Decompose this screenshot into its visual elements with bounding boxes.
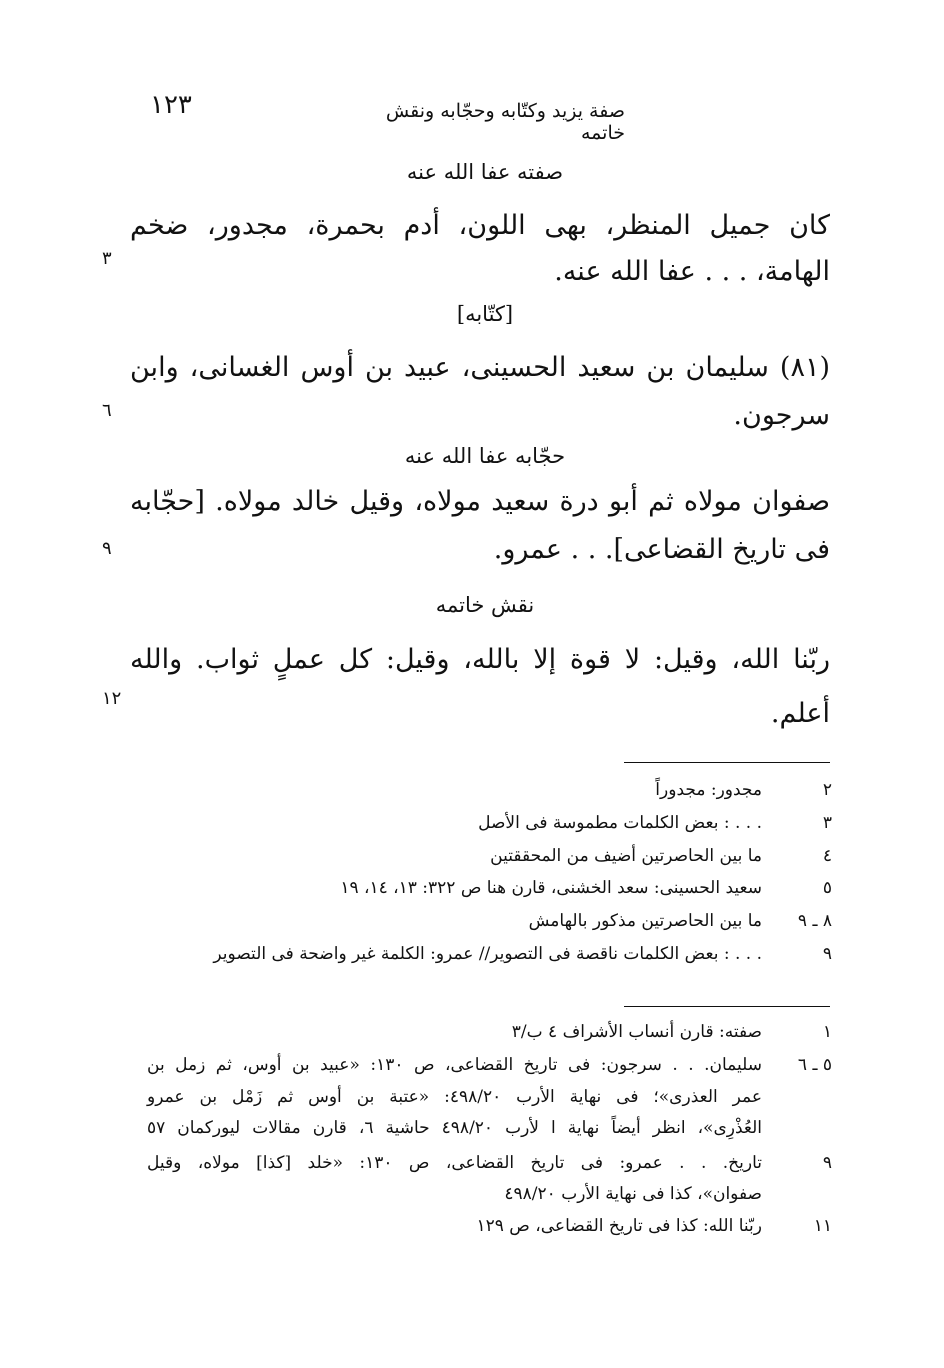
note-text: . . . : بعض الكلمات مطموسة فى الأصل	[478, 813, 762, 833]
note-text: ما بين الحاصرتين مذكور بالهامش	[528, 911, 762, 931]
note-text: ما بين الحاصرتين أضيف من المحققتين	[490, 846, 762, 866]
note-text: سعيد الحسينى: سعد الخشنى، قارن هنا ص ٣٢٢: ١٣، ١٤، ١٩	[340, 878, 762, 898]
section-heading: نقش خاتمه	[435, 593, 535, 617]
page-number: ١٢٣	[150, 90, 192, 120]
note-number: ١	[822, 1022, 832, 1042]
note-text: صفته: قارن أنساب الأشراف ٤ ب/٣	[511, 1022, 762, 1042]
note-number: ٢	[822, 780, 832, 800]
margin-line-number: ١٢	[102, 688, 122, 709]
body-line: ربّنا الله، وقيل: لا قوة إلا بالله، وقيل: كل عملٍ ثواب. والله	[130, 644, 830, 675]
running-title: صفة يزيد وكتّابه وحجّابه ونقش خاتمه	[385, 100, 625, 144]
body-line: أعلم.	[770, 698, 830, 729]
body-line: (٨١) سليمان بن سعيد الحسينى، عبيد بن أوس الغسانى، وابن	[130, 352, 830, 383]
note-text: ربّنا الله: كذا فى تاريخ القضاعى، ص ١٢٩	[476, 1216, 762, 1236]
note-number: ٩	[822, 944, 832, 964]
note-text: سليمان. . . سرجون: فى تاريخ القضاعى، ص ١٣٠: «عبيد بن أوس، ثم زمل بن	[147, 1055, 762, 1075]
note-text: مجدور: مجدوراً	[655, 780, 762, 800]
note-text: . . . : بعض الكلمات ناقصة فى التصوير// عمرو: الكلمة غير واضحة فى التصوير	[213, 944, 762, 964]
note-text: صفوان»، كذا فى نهاية الأرب ٤٩٨/٢٠	[504, 1184, 762, 1204]
margin-line-number: ٦	[102, 400, 112, 421]
note-number: ٨ ـ ٩	[797, 911, 832, 931]
note-text: تاريخ. . . عمرو: فى تاريخ القضاعى، ص ١٣٠: «خلد [كذا] مولاه، وقيل	[147, 1153, 762, 1173]
footnote-rule	[624, 1006, 830, 1007]
note-number: ٥ ـ ٦	[797, 1055, 832, 1075]
note-number: ١١	[813, 1216, 832, 1236]
note-number: ٩	[822, 1153, 832, 1173]
note-text: العُذْرِى»، انظر أيضاً نهاية ا لأرب ٤٩٨/٢٠ حاشية ٦، قارن مقالات ليوركمان ٥٧	[147, 1118, 762, 1138]
note-number: ٥	[822, 878, 832, 898]
section-heading: حجّابه عفا الله عنه	[404, 444, 566, 468]
body-line: فى تاريخ القضاعى]. . . عمرو.	[493, 534, 830, 565]
section-heading: صفته عفا الله عنه	[406, 160, 564, 184]
body-line: الهامة، . . . عفا الله عنه.	[554, 256, 830, 287]
note-number: ٣	[822, 813, 832, 833]
footnote-rule	[624, 762, 830, 763]
margin-line-number: ٣	[102, 248, 112, 269]
note-text: عمر العذرى»؛ فى نهاية الأرب ٤٩٨/٢٠: «عتبة بن أوس ثم زَمْل بن عمرو	[147, 1087, 762, 1107]
body-line: صفوان مولاه ثم أبو درة سعيد مولاه، وقيل خالد مولاه. [حجّابه	[130, 486, 830, 517]
body-line: سرجون.	[733, 400, 830, 431]
section-heading: [كتّابه]	[456, 302, 514, 326]
margin-line-number: ٩	[102, 538, 112, 559]
body-line: كان جميل المنظر، بهى اللون، أدم بحمرة، مجدور، ضخم	[130, 210, 830, 241]
note-number: ٤	[822, 846, 832, 866]
